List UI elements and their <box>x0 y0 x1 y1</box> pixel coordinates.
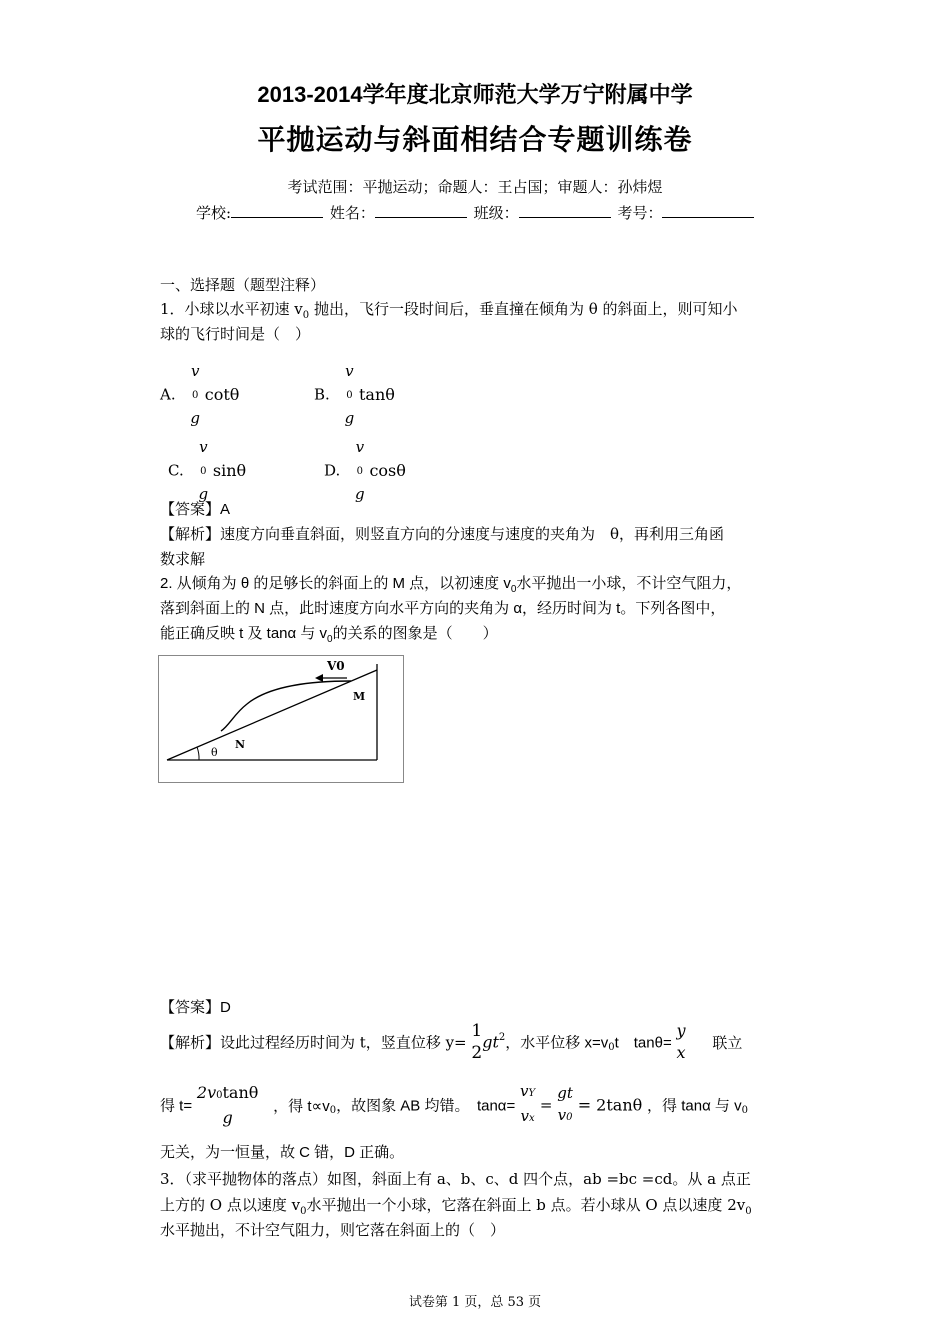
frac-num: v <box>199 438 208 456</box>
exam-meta: 考试范围：平抛运动；命题人：王占国；审题人：孙炜煜 <box>287 178 663 196</box>
trajectory-path <box>221 681 351 731</box>
option-func: tanθ <box>358 385 395 404</box>
frac-sub: 0 <box>566 1111 573 1123</box>
field-label-name: 姓名： <box>329 204 375 222</box>
equals-sign: = <box>539 1096 553 1114</box>
answer-tag: 【答案】 <box>160 500 221 518</box>
analysis-text: 速度方向垂直斜面，则竖直方向的分速度与速度的夹角为 θ，再利用三角函 <box>220 525 725 543</box>
q3-text: 上方的 O 点以速度 v <box>160 1196 301 1214</box>
option-label: B. <box>314 385 330 404</box>
q2-stem-line3 <box>160 621 498 653</box>
q1-stem-text-a: 1．小球以水平初速 v <box>160 300 303 318</box>
analysis-text: 联立 <box>712 1033 743 1052</box>
frac-den: g <box>344 409 355 427</box>
frac-den: v <box>520 1107 529 1125</box>
q1-option-c[interactable] <box>168 436 246 505</box>
sub: 0 <box>608 1042 615 1053</box>
q1-stem-text-b: 抛出，飞行一段时间后，垂直撞在倾角为 θ 的斜面上，则可知小 <box>309 300 738 318</box>
analysis-tag: 【解析】 <box>160 525 221 543</box>
class-blank[interactable] <box>519 203 611 218</box>
name-blank[interactable] <box>375 203 467 218</box>
frac-den: g <box>198 485 209 503</box>
exam-title: 平抛运动与斜面相结合专题训练卷 <box>257 124 693 155</box>
q2-text: 的关系的图象是（ ） <box>332 625 498 642</box>
q2-sub: 0 <box>510 584 517 595</box>
half-fraction <box>471 1020 482 1064</box>
student-info-fields <box>196 202 756 223</box>
page-footer: 试卷第 1 页，总 53 页 <box>408 1295 542 1310</box>
analysis-text: ，得 t∝v <box>273 1097 330 1115</box>
sub: 0 <box>329 1105 337 1116</box>
frac-den: 2 <box>471 1043 483 1063</box>
school-blank[interactable] <box>231 203 323 218</box>
q1-answer <box>160 496 230 523</box>
frac-den: g <box>222 1107 233 1127</box>
frac-sub: 0 <box>200 466 207 477</box>
incline-figure <box>158 655 404 783</box>
q1-option-a[interactable] <box>160 360 239 429</box>
q2-text: 2. 从倾角为 θ 的足够长的斜面上的 M 点，以初速度 v <box>160 575 511 592</box>
v0-label: V0 <box>327 659 345 673</box>
answer-value: A <box>220 501 231 518</box>
incline-diagram <box>159 656 403 782</box>
frac-den: g <box>355 485 365 503</box>
option-fraction <box>190 360 200 429</box>
square-exponent: 2 <box>498 1032 506 1043</box>
frac-num: v <box>345 362 354 380</box>
frac-den: g <box>190 409 200 427</box>
equation-result: = 2tanθ <box>577 1095 643 1115</box>
frac-den: v <box>557 1105 567 1124</box>
exam-school-title: 2013-2014学年度北京师范大学万宁附属中学 <box>257 82 693 107</box>
frac-num: y <box>676 1021 686 1040</box>
frac-den: x <box>676 1043 686 1062</box>
analysis-text: ，水平位移 x=v <box>505 1034 609 1052</box>
q3-sub: 0 <box>745 1206 752 1217</box>
q1-stem-line2: 球的飞行时间是（ ） <box>160 325 311 343</box>
section-heading: 一、选择题（题型注释） <box>160 276 326 294</box>
frac-num: 2v <box>196 1082 217 1102</box>
analysis-text: 得 t= <box>160 1097 193 1115</box>
q2-stem-line2: 落到斜面上的 N 点，此时速度方向水平方向的夹角为 α，经历时间为 t。下列各图中， <box>160 600 726 617</box>
q2-analysis-line1 <box>160 1020 742 1064</box>
number-blank[interactable] <box>662 203 754 218</box>
option-fraction <box>345 360 355 429</box>
answer-tag: 【答案】 <box>160 998 221 1016</box>
q1-analysis-line1 <box>160 521 724 547</box>
option-label: D. <box>324 461 341 480</box>
q2-answer <box>160 994 231 1021</box>
vy-over-vx <box>520 1080 535 1130</box>
q2-sub: 0 <box>327 634 333 645</box>
option-fraction <box>199 436 209 505</box>
sub: 0 <box>741 1105 748 1116</box>
answer-value: D <box>220 999 231 1016</box>
gt-over-v0 <box>557 1082 573 1129</box>
q1-analysis-line2: 数求解 <box>160 550 206 568</box>
option-fraction <box>355 436 365 505</box>
frac-sub: Y <box>528 1088 536 1099</box>
field-label-school: 学校: <box>196 204 232 222</box>
frac-sub: 0 <box>346 390 353 401</box>
gt-term: gt <box>482 1032 499 1052</box>
q3-sub: 0 <box>300 1206 307 1217</box>
q2-text: 能正确反映 t 及 tanα 与 v <box>160 625 328 642</box>
option-func: cotθ <box>204 385 240 404</box>
frac-num: 1 <box>471 1021 483 1041</box>
angle-arc <box>197 747 199 760</box>
q1-stem-sub: 0 <box>302 310 310 321</box>
q3-stem-line1: 3．（求平抛物体的落点）如图，斜面上有 a、b、c、d 四个点，ab =bc =cd。从 a 点正 <box>160 1170 751 1188</box>
option-label: C. <box>168 461 184 480</box>
incline-line <box>167 670 377 760</box>
point-m-label: M <box>353 690 366 703</box>
q2-analysis-line2 <box>160 1080 748 1130</box>
t-fraction <box>197 1082 259 1129</box>
arrow-head <box>315 674 323 682</box>
point-n-label: N <box>235 738 246 751</box>
option-func: cosθ <box>369 461 406 480</box>
analysis-text: t tanθ= <box>614 1034 672 1052</box>
analysis-text: ，得 tanα 与 v <box>647 1097 742 1115</box>
q3-stem-line3: 水平抛出，不计空气阻力，则它落在斜面上的（ ） <box>160 1221 506 1239</box>
option-label: A. <box>160 385 176 404</box>
field-label-number: 考号： <box>617 204 663 222</box>
q1-option-b[interactable] <box>314 360 395 429</box>
frac-num: v <box>520 1082 529 1100</box>
frac-num: v <box>190 362 200 380</box>
frac-num: v <box>355 438 365 456</box>
analysis-text: ，故图象 AB 均错。 tanα= <box>336 1097 516 1115</box>
frac-num: tanθ <box>222 1082 259 1102</box>
q1-option-d[interactable] <box>324 436 406 505</box>
frac-sub: 0 <box>192 390 199 401</box>
analysis-text: 设此过程经历时间为 t，竖直位移 y= <box>220 1033 467 1052</box>
frac-num: gt <box>557 1083 573 1102</box>
frac-sub: 0 <box>216 1089 223 1101</box>
y-over-x <box>677 1020 686 1064</box>
option-func: sinθ <box>212 461 247 480</box>
field-label-class: 班级： <box>473 204 519 222</box>
q2-analysis-line3: 无关，为一恒量，故 C 错，D 正确。 <box>160 1144 405 1161</box>
theta-label: θ <box>211 746 218 759</box>
q2-text: 水平抛出一小球，不计空气阻力， <box>516 575 742 592</box>
frac-sub: x <box>529 1113 535 1124</box>
analysis-tag: 【解析】 <box>160 1033 221 1052</box>
q3-text: 水平抛出一个小球，它落在斜面上 b 点。若小球从 O 点以速度 2v <box>306 1196 746 1214</box>
frac-sub: 0 <box>356 466 364 477</box>
